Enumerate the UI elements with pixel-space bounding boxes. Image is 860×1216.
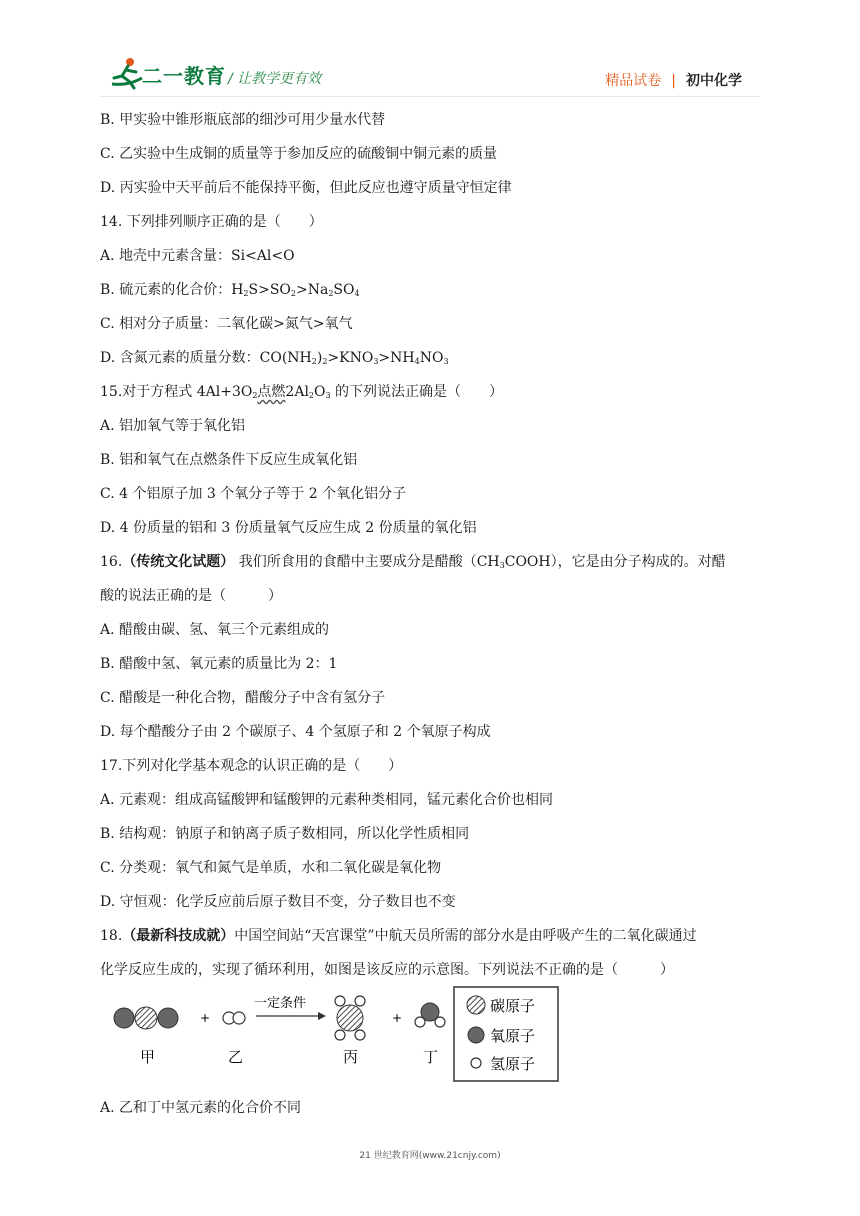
- text-line: C. 相对分子质量：二氧化碳>氮气>氧气: [100, 316, 353, 332]
- molecule-bing: [335, 996, 365, 1040]
- after-diagram: [100, 1091, 770, 1125]
- legend-carbon: 碳原子: [490, 997, 536, 1015]
- text-line: D. 4 份质量的铝和 3 份质量氧气反应生成 2 份质量的氧化铝: [100, 520, 477, 536]
- text-line: B. 甲实验中锥形瓶底部的细沙可用少量水代替: [100, 112, 386, 128]
- text-line: D. 丙实验中天平前后不能保持平衡，但此反应也遵守质量守恒定律: [100, 180, 512, 196]
- text-line: C. 乙实验中生成铜的质量等于参加反应的硫酸铜中铜元素的质量: [100, 146, 498, 162]
- text-line: D. 含氮元素的质量分数：$CO(NH_2)_2>KNO_3>NH_4NO_3$: [100, 350, 449, 366]
- text-line: A. 铝加氧气等于氧化铝: [100, 418, 246, 434]
- question-16: 16.（传统文化试题） 我们所食用的食醋中主要成分是醋酸$(CH_3COOH)$，它是由分子构成的。对醋: [100, 554, 726, 570]
- text-line: C. 分类观：氧气和氮气是单质，水和二氧化碳是氧化物: [100, 860, 442, 876]
- text-line: 化学反应生成的，实现了循环利用，如图是该反应的示意图。下列说法不正确的是（ ）: [100, 962, 674, 978]
- question-18: 18.（最新科技成就）中国空间站“天宫课堂”中航天员所需的部分水是由呼吸产生的二氧化碳通过: [100, 928, 697, 944]
- text-line: A. 地壳中元素含量：Si<Al<O: [100, 248, 295, 264]
- label-yi: 乙: [228, 1048, 244, 1066]
- legend-oxygen: 氧原子: [490, 1027, 536, 1045]
- question-body: [100, 103, 770, 987]
- text-line: 酸的说法正确的是（ ）: [100, 588, 282, 604]
- text-line: D. 每个醋酸分子由 2 个碳原子、4 个氢原子和 2 个氧原子构成: [100, 724, 491, 740]
- text-line: C. 醋酸是一种化合物，醋酸分子中含有氢分子: [100, 690, 386, 706]
- text-line: B. 硫元素的化合价：$H_2S>SO_2>Na_2SO_4$: [100, 282, 360, 298]
- subject-label: 初中化学: [686, 73, 742, 89]
- legend-box: [454, 987, 558, 1081]
- label-jia: 甲: [140, 1048, 156, 1066]
- question-14: 14. 下列排列顺序正确的是（ ）: [100, 214, 323, 230]
- text-line: B. 结构观：钠原子和钠离子质子数相同，所以化学性质相同: [100, 826, 470, 842]
- text-line: D. 守恒观：化学反应前后原子数目不变，分子数目也不变: [100, 894, 456, 910]
- plus-sign: +: [392, 1011, 403, 1025]
- molecule-jia: [114, 1007, 178, 1029]
- header-right: 精品试卷 | 初中化学: [605, 73, 742, 89]
- text-line: B. 醋酸中氢、氧元素的质量比为 2：1: [100, 656, 338, 672]
- label-ding: 丁: [423, 1048, 439, 1066]
- arrow-head: [318, 1012, 326, 1020]
- category-label: 精品试卷: [605, 73, 662, 89]
- molecule-ding: [415, 1003, 445, 1027]
- molecule-yi: [223, 1012, 245, 1024]
- question-15: 15.对于方程式 $4Al+3O_2$点燃$2Al_2O_3$ 的下列说法正确是（ ）: [100, 384, 504, 400]
- page-header: [0, 0, 860, 100]
- reaction-diagram: [110, 985, 560, 1090]
- text-line: A. 元素观：组成高锰酸钾和锰酸钾的元素种类相同，锰元素化合价也相同: [100, 792, 554, 808]
- text-line: A. 醋酸由碳、氢、氧三个元素组成的: [100, 622, 330, 638]
- plus-sign: +: [200, 1011, 211, 1025]
- question-17: 17.下列对化学基本观念的认识正确的是（ ）: [100, 758, 403, 774]
- legend-hydrogen: 氢原子: [490, 1055, 536, 1073]
- text-line: A. 乙和丁中氢元素的化合价不同: [100, 1100, 302, 1116]
- page-footer: 21 世纪教育网(www.21cnjy.com): [359, 1151, 501, 1161]
- text-line: C. 4 个铝原子加 3 个氧分子等于 2 个氧化铝分子: [100, 486, 407, 502]
- text-line: B. 铝和氧气在点燃条件下反应生成氧化铝: [100, 452, 358, 468]
- header-divider: [100, 96, 760, 97]
- brand-name: 二一教育: [142, 64, 226, 88]
- label-bing: 丙: [343, 1048, 359, 1066]
- slogan: / 让教学更有效: [228, 71, 322, 87]
- reaction-condition: 一定条件: [254, 996, 307, 1011]
